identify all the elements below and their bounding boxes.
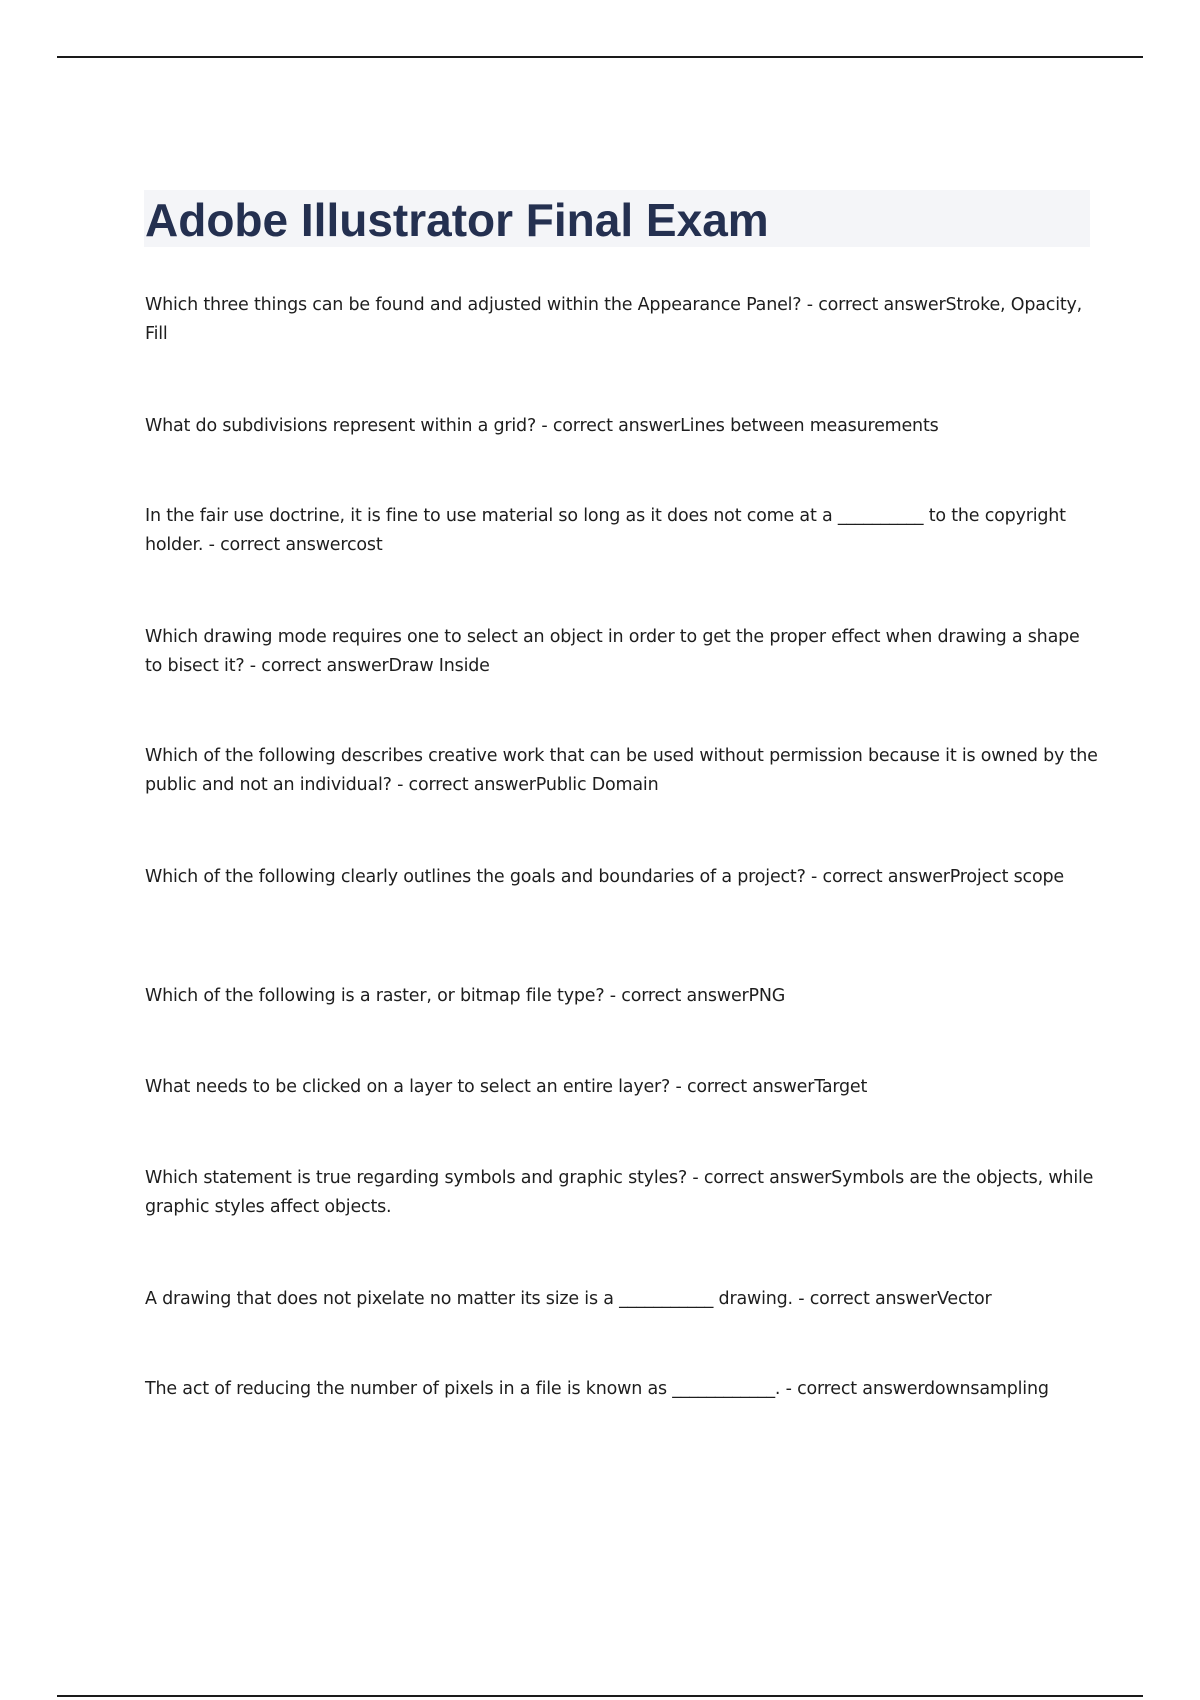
bottom-rule	[57, 1695, 1143, 1697]
qa-item-1: Which three things can be found and adjusted within the Appearance Panel? - correct answerStroke, Opacity, Fill	[145, 295, 1083, 344]
qa-item-5: Which of the following describes creative work that can be used without permission because it is owned by the public and not an individual? - correct answerPublic Domain	[145, 746, 1098, 795]
qa-item-3: In the fair use doctrine, it is fine to use material so long as it does not come at a __________ to the copyright holder. - correct answercost	[145, 506, 1066, 555]
qa-item-7: Which of the following is a raster, or bitmap file type? - correct answerPNG	[145, 986, 786, 1006]
qa-item-10: A drawing that does not pixelate no matter its size is a ___________ drawing. - correct answerVector	[145, 1289, 992, 1309]
qa-item-11: The act of reducing the number of pixels in a file is known as ____________. - correct answerdownsampling	[145, 1379, 1049, 1399]
top-rule	[57, 56, 1143, 58]
qa-item-2: What do subdivisions represent within a grid? - correct answerLines between measurements	[145, 416, 939, 436]
qa-item-4: Which drawing mode requires one to select an object in order to get the proper effect when drawing a shape to bisect it? - correct answerDraw Inside	[145, 627, 1080, 676]
qa-item-9: Which statement is true regarding symbols and graphic styles? - correct answerSymbols are the objects, while graphic styles affect objects.	[145, 1168, 1094, 1217]
qa-item-6: Which of the following clearly outlines the goals and boundaries of a project? - correct answerProject scope	[145, 867, 1064, 887]
qa-item-8: What needs to be clicked on a layer to select an entire layer? - correct answerTarget	[145, 1077, 868, 1097]
page-title: Adobe Illustrator Final Exam	[145, 194, 769, 246]
